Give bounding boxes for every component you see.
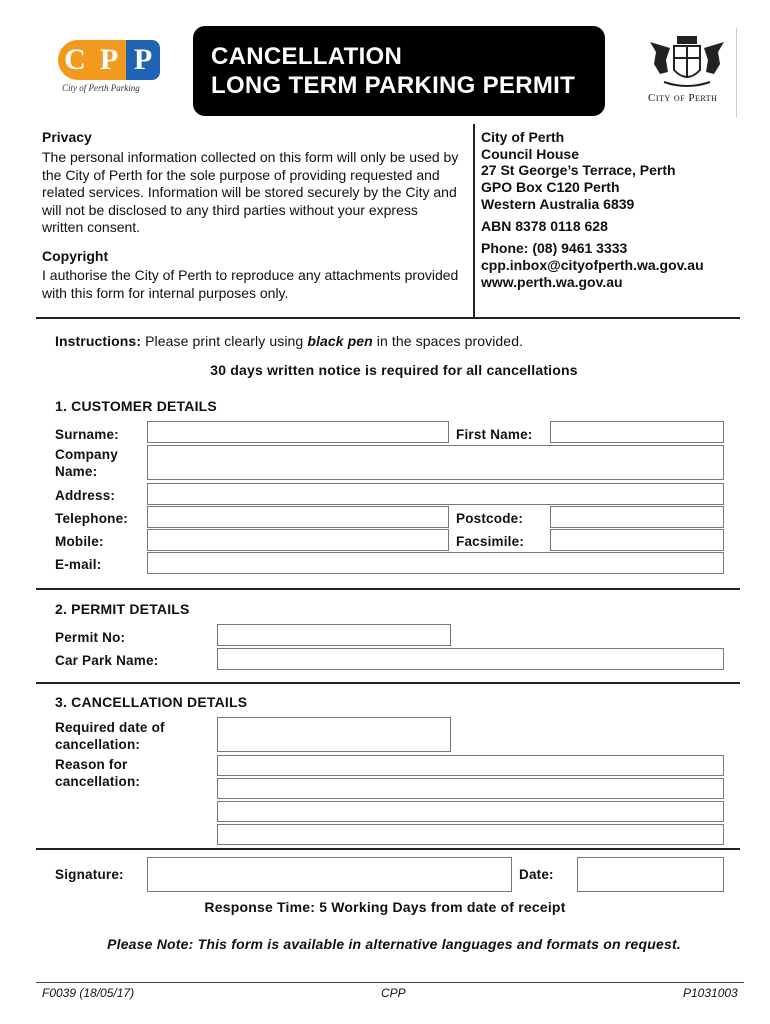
contact-state: Western Australia 6839: [481, 195, 635, 212]
date-label: Date:: [519, 867, 554, 882]
surname-field[interactable]: [147, 421, 449, 443]
email-field[interactable]: [147, 552, 724, 574]
note: Please Note: This form is available in alternative languages and formats on request.: [107, 936, 681, 952]
footer-form-code: F0039 (18/05/17): [42, 986, 135, 1000]
car-park-field[interactable]: [217, 648, 724, 670]
contact-street: 27 St George’s Terrace, Perth: [481, 162, 676, 179]
footer-rule: [36, 982, 744, 983]
postcode-field[interactable]: [550, 506, 724, 528]
copyright-text: I authorise the City of Perth to reproduce any attachments provided with this form for internal purposes only.: [42, 267, 459, 301]
telephone-label: Telephone:: [55, 511, 129, 526]
contact-po-box: GPO Box C120 Perth: [481, 179, 620, 196]
reason-field-1[interactable]: [217, 755, 724, 776]
divider-cancellation: [36, 848, 740, 850]
cancellation-heading: 3. CANCELLATION DETAILS: [55, 694, 248, 710]
footer-center: CPP: [381, 986, 406, 1000]
instructions: [55, 333, 523, 349]
facsimile-label: Facsimile:: [456, 534, 525, 549]
contact-org: City of Perth: [481, 129, 565, 145]
privacy-heading: Privacy: [42, 129, 92, 145]
contact-web[interactable]: www.perth.wa.gov.au: [481, 273, 623, 290]
reason-field-3[interactable]: [217, 801, 724, 822]
contact-abn: ABN 8378 0118 628: [481, 217, 608, 234]
reason-label: Reason for cancellation:: [55, 757, 141, 789]
required-date-field[interactable]: [217, 717, 451, 752]
contact-block: [481, 129, 704, 290]
privacy-text: The personal information collected on this form will only be used by the City of Perth for the sole purpose of providing requested and related services. Information will be stored securely by the City and will not be disclosed to any third parties without your express written consent.: [42, 149, 459, 235]
title-banner: [193, 26, 605, 116]
instructions-text-a: Please print clearly using: [141, 333, 308, 349]
divider-permit: [36, 682, 740, 684]
postcode-label: Postcode:: [456, 511, 524, 526]
permit-no-label: Permit No:: [55, 630, 126, 645]
required-date-label: Required date of cancellation:: [55, 720, 165, 752]
cpp-logo: [58, 40, 162, 100]
copyright-heading: Copyright: [42, 248, 109, 264]
permit-no-field[interactable]: [217, 624, 451, 646]
logo-letter-c: C: [58, 40, 92, 80]
facsimile-field[interactable]: [550, 529, 724, 551]
column-divider: [473, 124, 475, 318]
title-line-1: CANCELLATION: [211, 43, 403, 70]
surname-label: Surname:: [55, 427, 119, 442]
footer-ref: P1031003: [683, 986, 738, 1000]
logo-letter-p1: P: [92, 40, 126, 80]
address-field[interactable]: [147, 483, 724, 505]
email-label: E-mail:: [55, 557, 102, 572]
company-label: Company Name:: [55, 447, 118, 479]
divider-top: [36, 317, 740, 319]
date-field[interactable]: [577, 857, 724, 892]
city-crest: [638, 28, 737, 118]
company-field[interactable]: [147, 445, 724, 480]
telephone-field[interactable]: [147, 506, 449, 528]
customer-heading: 1. CUSTOMER DETAILS: [55, 398, 217, 414]
logo-letter-p2: P: [126, 40, 160, 80]
response-time: Response Time: 5 Working Days from date of receipt: [204, 899, 566, 915]
title-line-2: LONG TERM PARKING PERMIT: [211, 72, 576, 99]
crest-icon: [644, 32, 730, 92]
reason-field-2[interactable]: [217, 778, 724, 799]
instructions-text-b: in the spaces provided.: [372, 333, 524, 349]
contact-phone: Phone: (08) 9461 3333: [481, 240, 628, 257]
first-name-label: First Name:: [456, 427, 533, 442]
mobile-label: Mobile:: [55, 534, 104, 549]
permit-heading: 2. PERMIT DETAILS: [55, 601, 190, 617]
contact-email[interactable]: cpp.inbox@cityofperth.wa.gov.au: [481, 256, 704, 273]
signature-field[interactable]: [147, 857, 512, 892]
contact-building: Council House: [481, 145, 580, 162]
divider-customer: [36, 588, 740, 590]
logo-tagline: City of Perth Parking: [62, 83, 140, 93]
first-name-field[interactable]: [550, 421, 724, 443]
mobile-field[interactable]: [147, 529, 449, 551]
car-park-label: Car Park Name:: [55, 653, 159, 668]
reason-field-4[interactable]: [217, 824, 724, 845]
instructions-label: Instructions:: [55, 333, 142, 349]
crest-caption: City of Perth: [648, 92, 718, 104]
instructions-emphasis: black pen: [307, 333, 373, 349]
signature-label: Signature:: [55, 867, 124, 882]
notice: 30 days written notice is required for all cancellations: [210, 362, 578, 378]
address-label: Address:: [55, 488, 116, 503]
